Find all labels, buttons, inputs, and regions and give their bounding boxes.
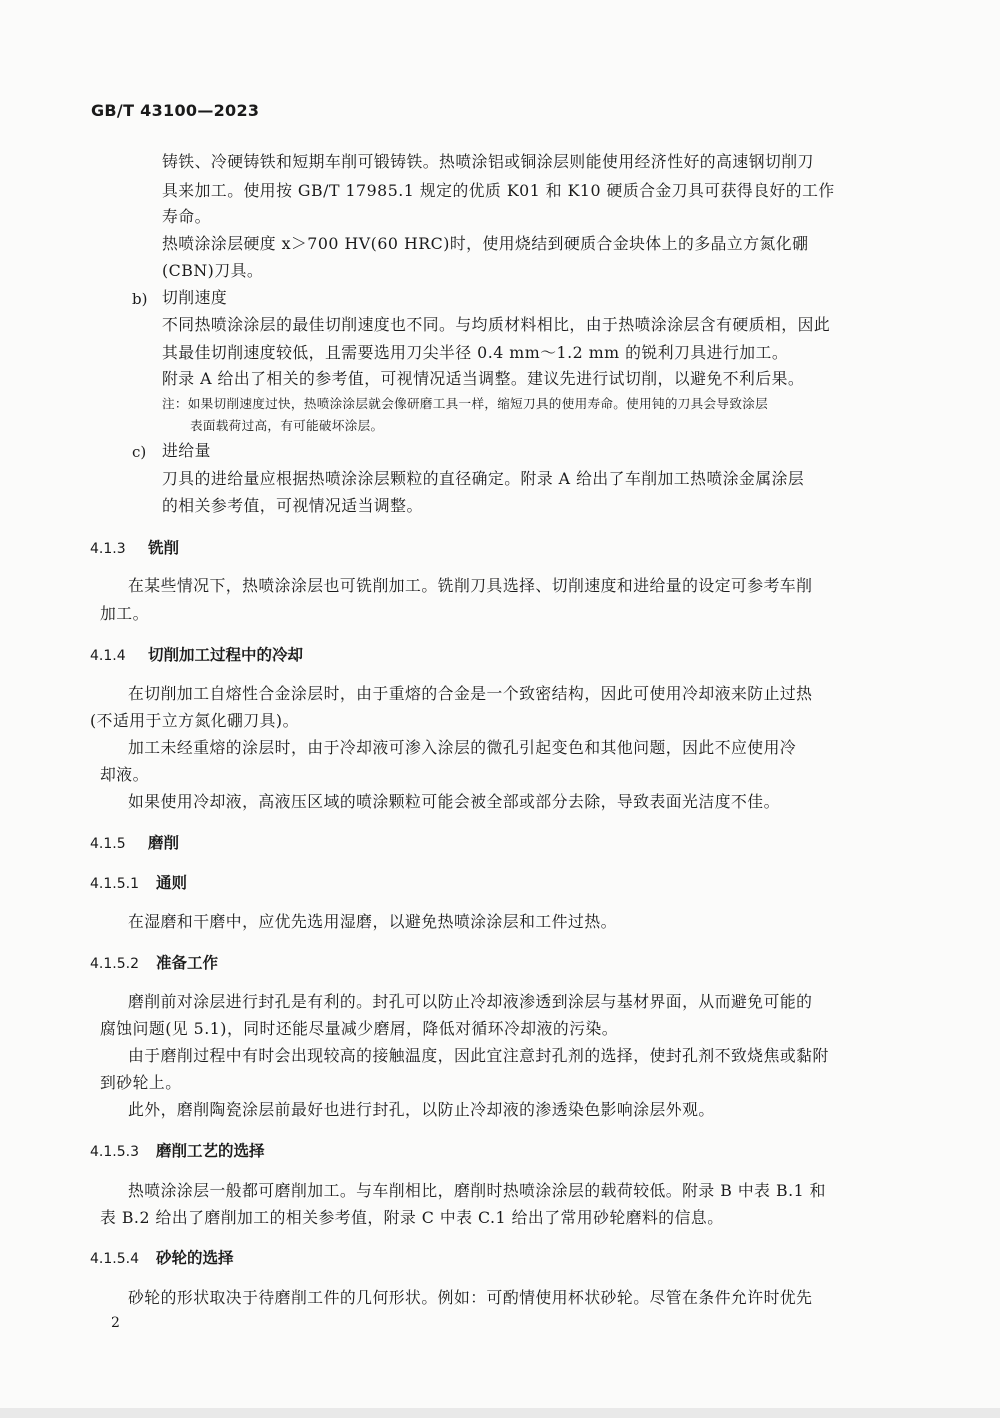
- section-title: 通则: [156, 873, 188, 892]
- section-number: 4.1.5.2: [90, 956, 139, 972]
- note-line: 表面载荷过高，有可能破坏涂层。: [190, 418, 384, 433]
- section-number: 4.1.4: [90, 648, 126, 664]
- section-number: 4.1.5: [90, 836, 126, 852]
- text-line: 刀具的进给量应根据热喷涂涂层颗粒的直径确定。附录 A 给出了车削加工热喷涂金属涂层: [162, 469, 805, 488]
- section-title: 磨削: [148, 833, 180, 852]
- text-line: 不同热喷涂涂层的最佳切削速度也不同。与均质材料相比，由于热喷涂涂层含有硬质相，因此: [162, 315, 831, 334]
- text-line: (CBN)刀具。: [162, 261, 264, 280]
- text-line: 附录 A 给出了相关的参考值，可视情况适当调整。建议先进行试切削，以避免不利后果。: [162, 369, 805, 388]
- text-line: 具来加工。使用按 GB/T 17985.1 规定的优质 K01 和 K10 硬质合金刀具可获得良好的工作: [162, 181, 835, 200]
- section-number: 4.1.3: [90, 541, 126, 557]
- text-line: 在湿磨和干磨中，应优先选用湿磨，以避免热喷涂涂层和工件过热。: [128, 912, 617, 931]
- page-number: 2: [111, 1315, 120, 1331]
- section-heading-4-1-5-1: [90, 873, 187, 894]
- list-label-b: b): [132, 290, 148, 308]
- text-line: (不适用于立方氮化硼刀具)。: [90, 711, 299, 730]
- text-line: 由于磨削过程中有时会出现较高的接触温度，因此宜注意封孔剂的选择，使封孔剂不致烧焦或黏附: [128, 1046, 829, 1065]
- text-line: 热喷涂涂层一般都可磨削加工。与车削相比，磨削时热喷涂涂层的载荷较低。附录 B 中表 B.1 和: [128, 1181, 826, 1200]
- section-heading-4-1-4: [90, 645, 303, 666]
- section-heading-4-1-5-3: [90, 1141, 265, 1162]
- list-item-title: 进给量: [162, 441, 211, 460]
- section-title: 切削加工过程中的冷却: [148, 645, 304, 664]
- note-line: 注：如果切削速度过快，热喷涂涂层就会像研磨工具一样，缩短刀具的使用寿命。使用钝的刀具会导致涂层: [162, 396, 769, 411]
- text-line: 在某些情况下，热喷涂涂层也可铣削加工。铣削刀具选择、切削速度和进给量的设定可参考车削: [128, 576, 813, 595]
- text-line: 热喷涂涂层硬度 x＞700 HV(60 HRC)时，使用烧结到硬质合金块体上的多晶立方氮化硼: [162, 234, 809, 253]
- section-title: 准备工作: [156, 953, 219, 972]
- text-line: 寿命。: [162, 207, 211, 226]
- section-heading-4-1-5: [90, 833, 179, 854]
- section-number: 4.1.5.4: [90, 1251, 139, 1267]
- section-heading-4-1-5-4: [90, 1248, 234, 1269]
- text-line: 磨削前对涂层进行封孔是有利的。封孔可以防止冷却液渗透到涂层与基材界面，从而避免可能的: [128, 992, 813, 1011]
- text-line: 加工。: [100, 604, 149, 623]
- text-line: 此外，磨削陶瓷涂层前最好也进行封孔，以防止冷却液的渗透染色影响涂层外观。: [128, 1100, 715, 1119]
- section-title: 砂轮的选择: [156, 1248, 234, 1267]
- text-line: 铸铁、冷硬铸铁和短期车削可锻铸铁。热喷涂铝或铜涂层则能使用经济性好的高速钢切削刀: [162, 152, 814, 171]
- section-title: 磨削工艺的选择: [156, 1141, 265, 1160]
- text-line: 其最佳切削速度较低，且需要选用刀尖半径 0.4 mm～1.2 mm 的锐利刀具进行加工。: [162, 343, 789, 362]
- section-heading-4-1-5-2: [90, 953, 218, 974]
- text-line: 加工未经重熔的涂层时，由于冷却液可渗入涂层的微孔引起变色和其他问题，因此不应使用冷: [128, 738, 797, 757]
- section-heading-4-1-3: [90, 538, 179, 559]
- section-number: 4.1.5.3: [90, 1144, 139, 1160]
- text-line: 到砂轮上。: [100, 1073, 182, 1092]
- text-line: 表 B.2 给出了磨削加工的相关参考值，附录 C 中表 C.1 给出了常用砂轮磨料的信息。: [100, 1208, 724, 1227]
- list-item-title: 切削速度: [162, 288, 228, 307]
- text-line: 腐蚀问题(见 5.1)，同时还能尽量减少磨屑，降低对循环冷却液的污染。: [100, 1019, 619, 1038]
- list-label-c: c): [132, 443, 147, 461]
- section-title: 铣削: [148, 538, 180, 557]
- section-number: 4.1.5.1: [90, 876, 139, 892]
- text-line: 在切削加工自熔性合金涂层时，由于重熔的合金是一个致密结构，因此可使用冷却液来防止过热: [128, 684, 813, 703]
- text-line: 如果使用冷却液，高液压区域的喷涂颗粒可能会被全部或部分去除，导致表面光洁度不佳。: [128, 792, 780, 811]
- text-line: 的相关参考值，可视情况适当调整。: [162, 496, 423, 515]
- text-line: 却液。: [100, 765, 149, 784]
- document-id: GB/T 43100—2023: [91, 101, 260, 120]
- text-line: 砂轮的形状取决于待磨削工件的几何形状。例如：可酌情使用杯状砂轮。尽管在条件允许时优先: [128, 1288, 813, 1307]
